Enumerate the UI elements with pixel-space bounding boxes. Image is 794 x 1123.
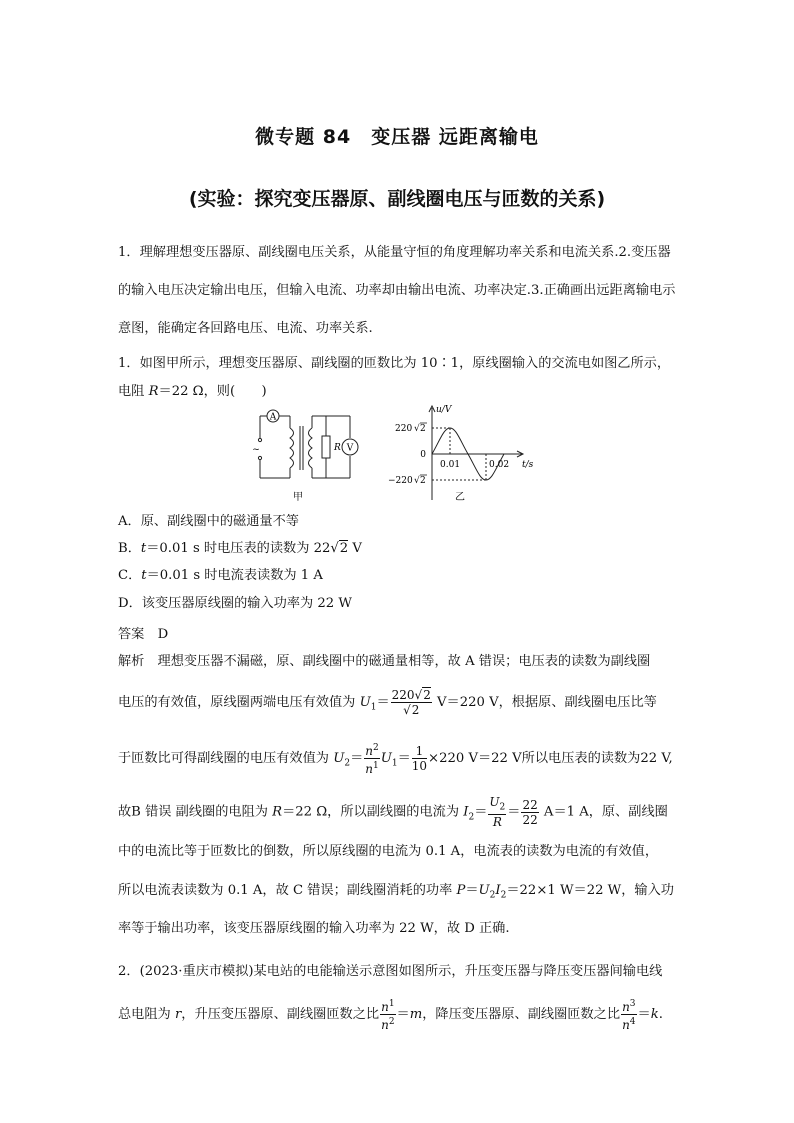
question-1-stem-line1: 1．如图甲所示，理想变压器原、副线圈的匝数比为 10∶1，原线圈输入的交流电如图乙所示， [118,356,671,371]
answer-line [118,623,168,642]
equals: ＝ [507,804,521,820]
num-22: 22 [522,797,538,812]
q2-var-n: n [622,1000,630,1014]
fraction-u2-r [488,795,506,829]
option-a[interactable]: A．原、副线圈中的磁通量不等 [118,514,299,529]
sym-u: U [478,883,490,898]
sup-2: 2 [372,743,379,753]
q2-sup-3: 3 [629,999,636,1009]
y-max-label: 220 [395,424,413,434]
ac-source-symbol: ~ [252,445,260,455]
fraction-1-10 [412,744,427,773]
fraction-22-22 [521,798,538,827]
den-10: 10 [411,759,428,773]
sym-r: R [272,804,283,820]
fraction-n2-n1 [364,741,379,776]
question-1-stem [118,350,678,406]
option-b-text: ＝0.01 s 时电压表的读数为 22 [146,541,331,556]
equals: ＝ [397,751,411,766]
ammeter-label: A [269,412,277,423]
analysis-text-3b: ×220 V＝22 V所以电压表的读数为22 V, [428,751,673,766]
option-b-unit: V [348,541,362,556]
sub-2: 2 [344,758,351,769]
page-title: 微专题 84 变压器 远距离输电 [255,126,539,148]
option-c-prefix: C． [118,568,142,583]
y-min-label: −220 [388,476,413,486]
analysis-line-2 [118,688,678,717]
resistor-label: R [334,443,341,453]
stem-text: 电阻 [118,384,149,399]
analysis-text-6a: 所以电流表读数为 0.1 A，故 C 错误；副线圈消耗的功率 [118,883,457,898]
sym-p: P [456,883,466,898]
analysis-label: 解析 [118,654,145,669]
q2-period: . [658,1007,663,1022]
fraction-u1: $\frac{220√2}{√2}$ [391,688,431,717]
option-c-var: t [141,568,147,583]
sqrt-2-den: 2 [411,703,420,717]
analysis-line-6 [118,879,678,901]
sub-2: 2 [468,812,475,823]
sym-i: I [463,804,469,820]
equals: ＝ [465,883,479,898]
sub-2: 2 [489,890,496,901]
analysis-line-4 [118,795,678,829]
sub-1: 1 [391,758,398,769]
option-d[interactable]: D．该变压器原线圈的输入功率为 22 W [118,596,352,611]
sym-u: U [359,695,371,710]
figure-jia-circuit [250,408,360,503]
learning-goals: 1．理解理想变压器原、副线圈电压关系，从能量守恒的角度理解功率关系和电流关系.2.变压器的输入电压决定输出电压，但输入电流、功率却由输出电流、功率决定.3.正确画出远距离输电示意图，能确定各回路电压、电流、功率关系. [118,245,676,336]
stem-text-tail: ＝22 Ω，则( ) [158,384,267,399]
sub-2: 2 [499,802,506,813]
analysis-line-7: 率等于输出功率，该变压器原线圈的输入功率为 22 W，故 D 正确. [118,921,510,936]
answer-value: D [157,627,169,642]
analysis-line-5: 中的电流比等于匝数比的倒数，所以原线圈的电流为 0.1 A，电流表的读数为电流的有效值， [118,844,659,859]
num-220: 220 [391,688,415,702]
sqrt-2: 2 [423,688,431,702]
y-max-sqrt: √ [414,424,420,434]
q2-equals: ＝ [396,1007,410,1022]
figure-yi-sine-graph [362,400,552,505]
x-tick-0.01: 0.01 [440,460,461,470]
option-c[interactable] [118,566,323,586]
analysis-text-6b: ＝22×1 W＝22 W，输入功 [506,883,674,898]
q2-fraction-n1-n2 [380,997,395,1032]
q2-var-n: n [622,1018,630,1032]
origin-label: 0 [420,450,426,460]
den-22: 22 [522,812,538,827]
sym-i: I [495,883,501,898]
figure-jia-caption: 甲 [293,492,303,503]
q2-sup-1: 1 [388,999,395,1009]
q2-fraction-n3-n4 [621,997,636,1032]
option-b-sqrt-arg: 2 [339,541,349,556]
q2-var-n: n [381,1018,389,1032]
question-2-line-1: 2．(2023·重庆市模拟)某电站的电能输送示意图如图所示，升压变压器与降压变压器间输电线 [118,964,663,979]
sym-r: R [492,815,502,830]
sub-1: 1 [370,702,377,713]
sym-u1: U [380,751,392,766]
analysis-text-1: 理想变压器不漏磁，原、副线圈中的磁通量相等，故 A 错误；电压表的读数为副线圈 [144,654,651,669]
q2-var-n: n [381,1000,389,1014]
x-axis-label: t/s [522,460,534,470]
analysis-text-4c: A＝1 A，原、副线圈 [539,804,668,820]
analysis-text-2a: 电压的有效值，原线圈两端电压有效值为 [118,695,360,710]
sym-u: U [489,795,500,809]
equals: ＝ [474,804,488,820]
analysis-line-3 [118,741,678,776]
voltmeter-label: V [346,443,354,454]
x-tick-0.02: 0.02 [489,460,510,470]
q2-var-r: r [174,1007,182,1022]
sup-1: 1 [372,761,379,771]
sym-n: n [365,762,373,776]
y-max-sqrt-arg: 2 [420,424,426,434]
option-b[interactable]: B．t＝0.01 s 时电压表的读数为 22√2 V [118,541,362,556]
y-min-sqrt: √ [414,476,420,486]
q2-equals-2: ＝ [637,1007,651,1022]
y-min-sqrt-arg: 2 [420,476,426,486]
sym-u2: U [333,751,345,766]
q2-text-a: 总电阻为 [118,1007,175,1022]
figure-yi-caption: 乙 [455,492,465,503]
analysis-text-3a: 于匝数比可得副线圈的电压有效值为 [118,751,334,766]
page-subtitle: (实验：探究变压器原、副线圈电压与匝数的关系) [188,188,606,210]
num-1: 1 [412,744,427,759]
equals: ＝ [350,751,364,766]
y-axis-label: u/V [436,405,452,415]
question-2-line-2 [118,997,678,1032]
q2-var-k: k [650,1007,659,1022]
option-b-prefix: B． [118,541,141,556]
q2-text-d: ，降压变压器原、副线圈匝数之比 [422,1007,621,1022]
option-b-var: t [140,541,147,556]
answer-label: 答案 [118,627,145,642]
equals: ＝ [376,695,390,710]
q2-sup-2: 2 [388,1017,395,1027]
analysis-line-1 [118,650,678,669]
analysis-text-2b: V＝220 V，根据原、副线圈电压比等 [432,695,657,710]
analysis-text-4b: ＝22 Ω，所以副线圈的电流为 [282,804,464,820]
q2-var-m: m [409,1007,423,1022]
q2-sup-4: 4 [629,1017,636,1027]
sym-n: n [365,744,373,758]
sub-2: 2 [500,890,507,901]
analysis-text-4a: 故B 错误 副线圈的电阻为 [118,804,273,820]
option-c-text: ＝0.01 s 时电流表读数为 1 A [146,568,323,583]
stem-var-r: R [148,384,159,399]
q2-text-b: ，升压变压器原、副线圈匝数之比 [181,1007,380,1022]
